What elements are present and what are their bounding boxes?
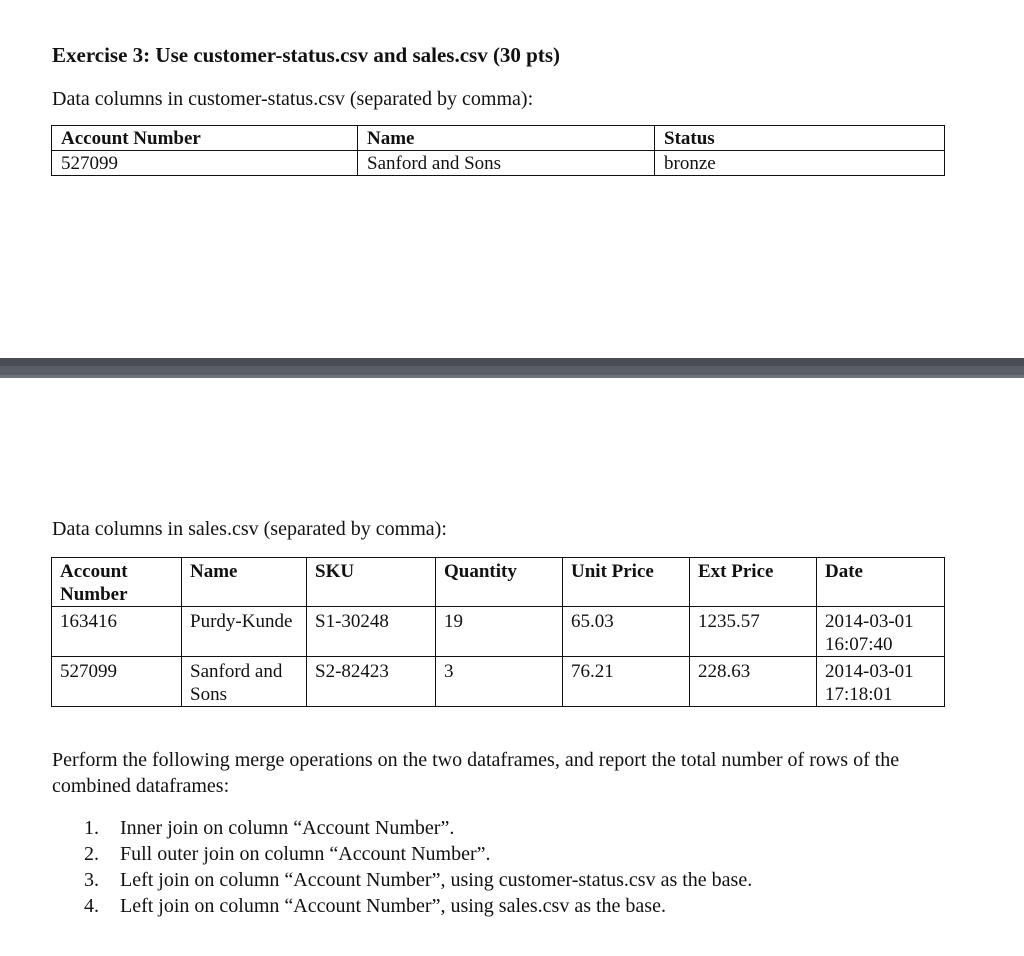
- column-header-quantity: Quantity: [436, 558, 563, 607]
- instructions-paragraph: Perform the following merge operations on the two dataframes, and report the total number of rows of the combined dataframes:: [52, 749, 900, 797]
- column-header-account-number: Account Number: [52, 558, 182, 607]
- column-header-sku: SKU: [307, 558, 436, 607]
- cell-ext-price: 228.63: [690, 657, 817, 707]
- table-header-row: [52, 126, 945, 151]
- table-header-row: [52, 558, 945, 607]
- cell-quantity: 3: [436, 657, 563, 707]
- cell-account-number: 527099: [52, 151, 358, 176]
- cell-account-number: 527099: [52, 657, 182, 707]
- task-text: Left join on column “Account Number”, using customer-status.csv as the base.: [120, 869, 753, 891]
- column-header-ext-price: Ext Price: [690, 558, 817, 607]
- table-row: [52, 607, 945, 657]
- list-item: [84, 867, 752, 893]
- cell-sku: S2-82423: [307, 657, 436, 707]
- column-header-name: Name: [182, 558, 307, 607]
- page-top: [0, 0, 1024, 358]
- column-header-status: Status: [655, 126, 945, 151]
- task-number: 1.: [84, 817, 99, 839]
- task-number: 2.: [84, 843, 99, 865]
- column-header-name: Name: [358, 126, 655, 151]
- page-divider: [0, 358, 1024, 378]
- list-item: [84, 815, 752, 841]
- cell-quantity: 19: [436, 607, 563, 657]
- column-header-account-number: Account Number: [52, 126, 358, 151]
- task-list: [84, 815, 752, 919]
- column-header-date: Date: [817, 558, 945, 607]
- cell-sku: S1-30248: [307, 607, 436, 657]
- cell-account-number: 163416: [52, 607, 182, 657]
- task-text: Left join on column “Account Number”, using sales.csv as the base.: [120, 895, 666, 917]
- cell-name: Sanford and Sons: [358, 151, 655, 176]
- exercise-title: Exercise 3: Use customer-status.csv and sales.csv (30 pts): [52, 43, 561, 67]
- sales-table: [51, 557, 945, 707]
- column-header-unit-price: Unit Price: [563, 558, 690, 607]
- cell-name: Sanford and Sons: [182, 657, 307, 707]
- table-row: [52, 657, 945, 707]
- cell-unit-price: 65.03: [563, 607, 690, 657]
- list-item: [84, 841, 752, 867]
- list-item: [84, 893, 752, 919]
- cell-unit-price: 76.21: [563, 657, 690, 707]
- cell-date: 2014-03-01 17:18:01: [817, 657, 945, 707]
- cell-status: bronze: [655, 151, 945, 176]
- cell-ext-price: 1235.57: [690, 607, 817, 657]
- task-number: 4.: [84, 895, 99, 917]
- table-row: [52, 151, 945, 176]
- task-text: Inner join on column “Account Number”.: [120, 817, 455, 839]
- customer-status-table: [51, 125, 945, 176]
- sales-label: Data columns in sales.csv (separated by comma):: [52, 518, 447, 540]
- cell-name: Purdy-Kunde: [182, 607, 307, 657]
- task-text: Full outer join on column “Account Number”.: [120, 843, 491, 865]
- cell-date: 2014-03-01 16:07:40: [817, 607, 945, 657]
- task-number: 3.: [84, 869, 99, 891]
- customer-status-label: Data columns in customer-status.csv (separated by comma):: [52, 88, 534, 110]
